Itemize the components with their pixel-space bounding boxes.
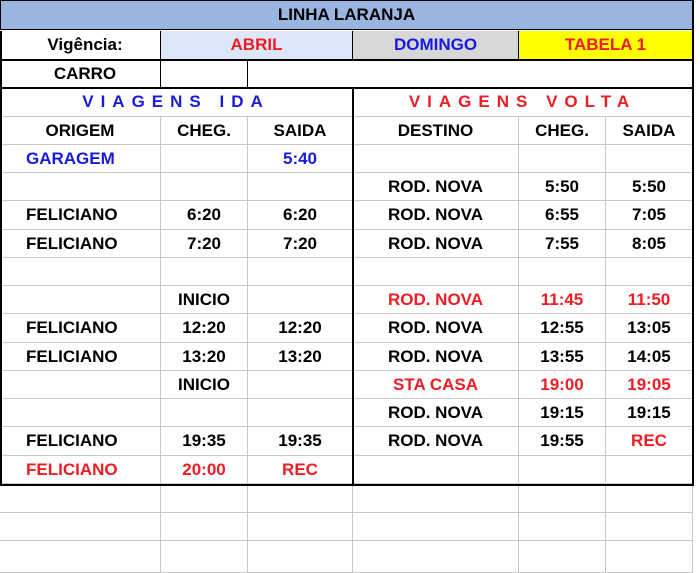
row-1-cheg-volta: 5:50 xyxy=(519,173,606,201)
row-6-saida-volta: 13:05 xyxy=(606,314,693,343)
row-7-saida-ida: 13:20 xyxy=(248,343,353,371)
row-3-cheg-volta: 7:55 xyxy=(519,230,606,258)
row-3-saida-volta: 8:05 xyxy=(606,230,693,258)
row-4-saida-volta xyxy=(606,258,693,286)
row-1-saida-ida xyxy=(248,173,353,201)
row-7-cheg-volta: 13:55 xyxy=(519,343,606,371)
empty-cell xyxy=(606,513,693,541)
border-vigencia-1 xyxy=(160,31,161,60)
row-10-destino: ROD. NOVA xyxy=(353,427,519,456)
col-header-cheg-volta: CHEG. xyxy=(519,117,606,145)
volta-section-title: VIAGENS VOLTA xyxy=(353,88,693,117)
row-11-origem: FELICIANO xyxy=(0,456,161,484)
border-vigencia-2 xyxy=(352,31,353,60)
empty-cell xyxy=(519,484,606,513)
row-2-saida-ida: 6:20 xyxy=(248,201,353,230)
row-8-cheg-volta: 19:00 xyxy=(519,371,606,399)
row-6-origem: FELICIANO xyxy=(0,314,161,343)
row-4-origem xyxy=(0,258,161,286)
sheet-title: LINHA LARANJA xyxy=(0,0,693,30)
row-6-saida-ida: 12:20 xyxy=(248,314,353,343)
row-1-saida-volta: 5:50 xyxy=(606,173,693,201)
row-9-saida-volta: 19:15 xyxy=(606,399,693,427)
row-1-cheg-ida xyxy=(161,173,248,201)
row-3-destino: ROD. NOVA xyxy=(353,230,519,258)
empty-cell xyxy=(161,541,248,573)
carro-value-a xyxy=(161,60,248,88)
row-0-destino xyxy=(353,145,519,173)
row-8-saida-volta: 19:05 xyxy=(606,371,693,399)
col-header-saida-ida: SAIDA xyxy=(248,117,353,145)
row-7-cheg-ida: 13:20 xyxy=(161,343,248,371)
row-0-saida-volta xyxy=(606,145,693,173)
empty-cell xyxy=(606,484,693,513)
carro-label: CARRO xyxy=(0,60,161,88)
row-5-cheg-ida: INICIO xyxy=(161,286,248,314)
empty-cell xyxy=(161,513,248,541)
empty-cell xyxy=(0,484,161,513)
row-8-destino: STA CASA xyxy=(353,371,519,399)
row-1-destino: ROD. NOVA xyxy=(353,173,519,201)
row-3-cheg-ida: 7:20 xyxy=(161,230,248,258)
row-3-origem: FELICIANO xyxy=(0,230,161,258)
border-bottom-table xyxy=(0,484,693,486)
row-10-cheg-volta: 19:55 xyxy=(519,427,606,456)
empty-cell xyxy=(248,513,353,541)
row-4-destino xyxy=(353,258,519,286)
empty-cell xyxy=(353,513,519,541)
row-4-saida-ida xyxy=(248,258,353,286)
row-6-cheg-volta: 12:55 xyxy=(519,314,606,343)
border-section-divider xyxy=(352,88,354,486)
empty-cell xyxy=(248,484,353,513)
row-5-saida-volta: 11:50 xyxy=(606,286,693,314)
border-right-outer xyxy=(692,0,694,486)
row-4-cheg-volta xyxy=(519,258,606,286)
row-8-cheg-ida: INICIO xyxy=(161,371,248,399)
row-5-destino: ROD. NOVA xyxy=(353,286,519,314)
col-header-cheg-ida: CHEG. xyxy=(161,117,248,145)
row-9-cheg-volta: 19:15 xyxy=(519,399,606,427)
col-header-origem: ORIGEM xyxy=(0,117,161,145)
vigencia-month: ABRIL xyxy=(161,31,353,60)
row-10-cheg-ida: 19:35 xyxy=(161,427,248,456)
row-0-cheg-volta xyxy=(519,145,606,173)
row-9-cheg-ida xyxy=(161,399,248,427)
empty-cell xyxy=(519,513,606,541)
row-3-saida-ida: 7:20 xyxy=(248,230,353,258)
row-8-saida-ida xyxy=(248,371,353,399)
border-carro-2 xyxy=(247,60,248,88)
row-2-destino: ROD. NOVA xyxy=(353,201,519,230)
row-5-saida-ida xyxy=(248,286,353,314)
row-2-cheg-volta: 6:55 xyxy=(519,201,606,230)
vigencia-day-type: DOMINGO xyxy=(353,31,519,60)
col-header-saida-volta: SAIDA xyxy=(606,117,693,145)
border-left-outer xyxy=(0,31,2,486)
row-6-cheg-ida: 12:20 xyxy=(161,314,248,343)
row-2-cheg-ida: 6:20 xyxy=(161,201,248,230)
row-5-cheg-volta: 11:45 xyxy=(519,286,606,314)
row-0-saida-ida: 5:40 xyxy=(248,145,353,173)
carro-value-b xyxy=(248,60,693,88)
table-name: TABELA 1 xyxy=(519,31,693,60)
empty-cell xyxy=(606,541,693,573)
row-8-origem xyxy=(0,371,161,399)
row-1-origem xyxy=(0,173,161,201)
row-11-cheg-volta xyxy=(519,456,606,484)
row-10-saida-volta: REC xyxy=(606,427,693,456)
row-5-origem xyxy=(0,286,161,314)
row-7-destino: ROD. NOVA xyxy=(353,343,519,371)
row-7-origem: FELICIANO xyxy=(0,343,161,371)
empty-cell xyxy=(248,541,353,573)
border-top-sections xyxy=(0,87,693,89)
row-7-saida-volta: 14:05 xyxy=(606,343,693,371)
empty-cell xyxy=(353,484,519,513)
row-10-origem: FELICIANO xyxy=(0,427,161,456)
empty-cell xyxy=(0,513,161,541)
row-10-saida-ida: 19:35 xyxy=(248,427,353,456)
ida-section-title: VIAGENS IDA xyxy=(0,88,353,117)
row-9-destino: ROD. NOVA xyxy=(353,399,519,427)
border-carro-1 xyxy=(160,60,161,88)
row-6-destino: ROD. NOVA xyxy=(353,314,519,343)
border-vigencia-3 xyxy=(518,31,519,60)
empty-cell xyxy=(0,541,161,573)
row-11-saida-ida: REC xyxy=(248,456,353,484)
row-9-saida-ida xyxy=(248,399,353,427)
row-9-origem xyxy=(0,399,161,427)
vigencia-label: Vigência: xyxy=(0,31,161,60)
row-11-cheg-ida: 20:00 xyxy=(161,456,248,484)
col-header-destino: DESTINO xyxy=(353,117,519,145)
empty-cell xyxy=(161,484,248,513)
border-top-carro xyxy=(0,59,693,61)
row-11-saida-volta xyxy=(606,456,693,484)
row-2-saida-volta: 7:05 xyxy=(606,201,693,230)
row-4-cheg-ida xyxy=(161,258,248,286)
row-0-cheg-ida xyxy=(161,145,248,173)
row-0-origem: GARAGEM xyxy=(0,145,161,173)
empty-cell xyxy=(519,541,606,573)
row-11-destino xyxy=(353,456,519,484)
row-2-origem: FELICIANO xyxy=(0,201,161,230)
empty-cell xyxy=(353,541,519,573)
